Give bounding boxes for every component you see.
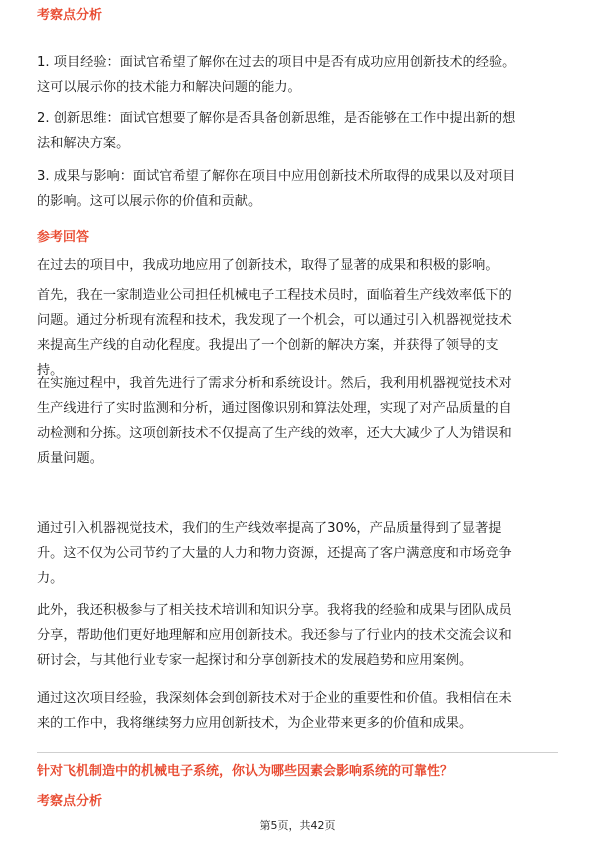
text-line: 通过这次项目经验，我深刻体会到创新技术对于企业的重要性和价值。我相信在未 bbox=[37, 691, 512, 706]
text-line: 1. 项目经验：面试官希望了解你在过去的项目中是否有成功应用创新技术的经验。 bbox=[37, 55, 516, 70]
text-line: 法和解决方案。 bbox=[37, 136, 130, 151]
analysis-item-1 bbox=[37, 50, 559, 100]
text-line: 力。 bbox=[37, 571, 64, 586]
text-line: 研讨会，与其他行业专家一起探讨和分享创新技术的发展趋势和应用案例。 bbox=[37, 653, 473, 668]
text-line: 动检测和分拣。这项创新技术不仅提高了生产线的效率，还大大减少了人为错误和 bbox=[37, 426, 512, 441]
text-line: 通过引入机器视觉技术，我们的生产线效率提高了30%，产品质量得到了显著提 bbox=[37, 521, 502, 536]
answer-paragraph-1 bbox=[37, 253, 559, 278]
text-line: 升。这不仅为公司节约了大量的人力和物力资源，还提高了客户满意度和市场竞争 bbox=[37, 546, 512, 561]
text-line: 来提高生产线的自动化程度。我提出了一个创新的解决方案，并获得了领导的支 bbox=[37, 338, 499, 353]
text-line: 2. 创新思维：面试官想要了解你是否具备创新思维，是否能够在工作中提出新的想 bbox=[37, 111, 516, 126]
text-line: 的影响。这可以展示你的价值和贡献。 bbox=[37, 194, 262, 209]
answer-paragraph-2 bbox=[37, 283, 559, 383]
text-line: 持。 bbox=[37, 363, 64, 378]
text-line: 来的工作中，我将继续努力应用创新技术，为企业带来更多的价值和成果。 bbox=[37, 716, 473, 731]
text-line: 3. 成果与影响：面试官希望了解你在项目中应用创新技术所取得的成果以及对项目 bbox=[37, 169, 516, 184]
text-line: 这可以展示你的技术能力和解决问题的能力。 bbox=[37, 80, 301, 95]
answer-paragraph-4 bbox=[37, 516, 559, 591]
text-line: 生产线进行了实时监测和分析，通过图像识别和算法处理，实现了对产品质量的自 bbox=[37, 401, 512, 416]
text-line: 问题。通过分析现有流程和技术，我发现了一个机会，可以通过引入机器视觉技术 bbox=[37, 313, 512, 328]
answer-paragraph-3 bbox=[37, 371, 559, 471]
text-line: 此外，我还积极参与了相关技术培训和知识分享。我将我的经验和成果与团队成员 bbox=[37, 603, 512, 618]
section-heading-analysis: 考察点分析 bbox=[37, 8, 103, 23]
text-line: 质量问题。 bbox=[37, 451, 103, 466]
analysis-item-2 bbox=[37, 106, 559, 156]
text-line: 首先，我在一家制造业公司担任机械电子工程技术员时，面临着生产线效率低下的 bbox=[37, 288, 512, 303]
text-line: 在过去的项目中，我成功地应用了创新技术，取得了显著的成果和积极的影响。 bbox=[37, 258, 499, 273]
next-question-title: 针对飞机制造中的机械电子系统，你认为哪些因素会影响系统的可靠性？ bbox=[37, 764, 454, 779]
answer-paragraph-6 bbox=[37, 686, 559, 736]
section-heading-analysis-2: 考察点分析 bbox=[37, 794, 103, 809]
page-number: 第5页，共42页 bbox=[259, 819, 336, 832]
answer-paragraph-5 bbox=[37, 598, 559, 673]
text-line: 在实施过程中，我首先进行了需求分析和系统设计。然后，我利用机器视觉技术对 bbox=[37, 376, 512, 391]
analysis-item-3 bbox=[37, 164, 559, 214]
text-line: 分享，帮助他们更好地理解和应用创新技术。我还参与了行业内的技术交流会议和 bbox=[37, 628, 512, 643]
section-divider bbox=[37, 752, 558, 753]
section-heading-answer: 参考回答 bbox=[37, 230, 90, 245]
